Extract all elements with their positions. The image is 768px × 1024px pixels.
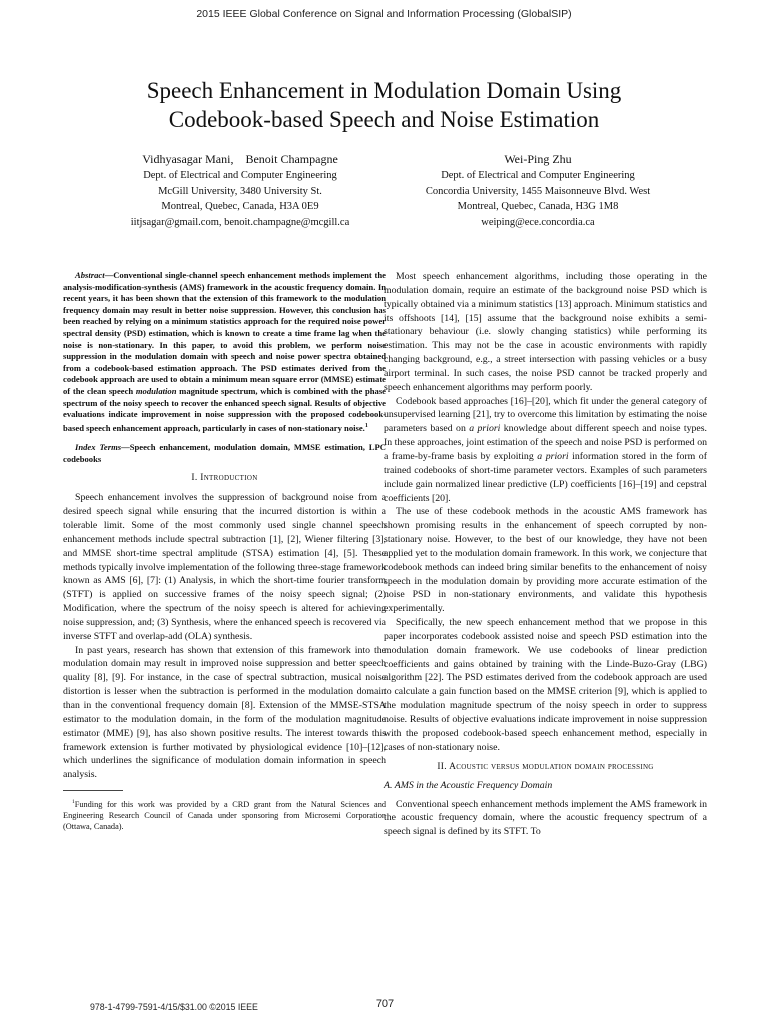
abstract-text-emphasis: modulation [135, 385, 177, 396]
section-heading-acoustic-vs-modulation: II. Acoustic versus modulation domain processing [437, 761, 654, 772]
author-block-right [390, 151, 686, 230]
right-paragraph-3: The use of these codebook methods in the acoustic AMS framework has shown promising results in the enhancement of speech corrupted by non-stationary noise. However, to the best of our knowledge, they have not been applied yet to the modulation domain framework. In this work, we conjecture that codebook methods can indeed bring similar benefits to the enhancement of noisy speech in the modulation domain by providing more accurate estimation of the noise PSD in non-stationary environments, and validate this hypothesis experimentally. [384, 506, 707, 615]
index-terms-text: —Speech enhancement, modulation domain, MMSE estimation, LPC codebooks [63, 442, 386, 464]
footnote [63, 797, 386, 832]
author-emails-right: weiping@ece.concordia.ca [481, 216, 595, 228]
author-block-left [90, 151, 390, 230]
left-column [63, 270, 386, 832]
subsection-heading-ams-acoustic: A. AMS in the Acoustic Frequency Domain [384, 779, 553, 791]
right-paragraph-2-emphasis-1: a priori [469, 423, 501, 435]
right-column [384, 270, 707, 839]
right-paragraph-2-emphasis-2: a priori [537, 450, 569, 462]
paper-title-line-1: Speech Enhancement in Modulation Domain Using [146, 78, 622, 103]
footnote-text: Funding for this work was provided by a CRD grant from the Natural Sciences and Engineering Research Council of Canada under sponsoring from Microsemi Corporation (Ottawa, Canada). [63, 799, 386, 831]
right-paragraph-1: Most speech enhancement algorithms, including those operating in the modulation domain, require an estimate of the background noise PSD which is typically obtained via a minimum statistics [13] approach. Minimum statistics and its offshoots [14], [15] assume that the background noise exhibits a semi-stationary behaviour (i.e. slowly changing statistics) while performing its estimation. This may not be the case in acoustic environments with rapidly changing background, e.g., a street intersection with passing vehicles or a busy airport terminal. In such cases, the noise PSD cannot be tracked properly and speech enhancement algorithms may perform poorly. [384, 271, 707, 393]
author-names-left: Vidhyasagar Mani, Benoit Champagne [142, 152, 338, 166]
section-heading-introduction: I. Introduction [191, 473, 258, 484]
intro-paragraph-2: In past years, research has shown that extension of this framework into the modulation domain may result in improved noise suppression and better speech quality [8], [9]. For instance, in the case of spectral subtraction, musical noise distortion is lesser when the subtraction is performed in the modulation domain than in the conventional frequency domain [8]. Extension of the MMSE-STSA estimator to the modulation domain, in the form of the modulation magnitude estimator (MME) [9], has also shown positive results. The interest towards this framework extension is further motivated by physiological evidence [10]–[12], which underlines the significance of modulation domain information in speech analysis. [63, 644, 386, 781]
index-terms [63, 442, 386, 465]
abstract-text-after: magnitude spectrum, which is combined with the phase spectrum of the noisy speech to recover the enhanced speech signal. Results of objective evaluations indicate improvement in noise suppression with the proposed codebook-based speech enhancement approach, particularly in cases of non-stationary noise. [63, 385, 386, 433]
intro-paragraph-1: Speech enhancement involves the suppression of background noise from a desired speech signal while ensuring that the incurred distortion is within a tolerable limit. Some of the most commonly used single channel speech enhancement methods include spectral subtraction [1], [2], Wiener filtering [3], and MMSE short-time spectral amplitude (STSA) estimation [4], [5]. These methods typically involve implementation of the following three-stage framework known as AMS [6], [7]: (1) Analysis, in which the short-time fourier transform (STFT) is applied on successive frames of the noisy speech signal; (2) Modification, where the spectrum of the noisy speech is altered for achieving noise suppression, and; (3) Synthesis, where the enhanced speech is recovered via inverse STFT and overlap-add (OLA) synthesis. [63, 492, 386, 642]
abstract-text: —Conventional single-channel speech enhancement methods implement the analysis-modification-synthesis (AMS) framework in the acoustic frequency domain. In recent years, it has been shown that the extension of this framework to the modulation frequency domain may result in better noise suppression. However, this conclusion has been reached by relying on a minimum statistics approach for the required noise power spectral density (PSD) estimation, which is known to create a time frame lag when the noise is non-stationary. In this paper, to avoid this problem, we perform noise suppression in the modulation domain with speech and noise power spectra obtained from a codebook-based estimation approach. The PSD estimates derived from the codebook approach are used to obtain a minimum mean square error (MMSE) estimate of the clean speech [63, 270, 386, 396]
author-address-left: Montreal, Quebec, Canada, H3A 0E9 [161, 201, 319, 212]
right-paragraph-2-part-2: knowledge about different speech and noise types. In these approaches, joint estimation of the speech and noise PSD is performed on a frame-by-frame basis by exploiting [384, 423, 707, 462]
author-university-left: McGill University, 3480 University St. [158, 185, 322, 197]
author-dept-left: Dept. of Electrical and Computer Engineering [143, 170, 337, 181]
author-names-right: Wei-Ping Zhu [504, 152, 572, 166]
author-emails-left: iitjsagar@gmail.com, benoit.champagne@mcgill.ca [130, 216, 350, 228]
footnote-marker: 1 [72, 799, 75, 806]
right-paragraph-2-part-3: information stored in the form of trained codebooks of short-time parameter vectors. Examples of such parameters include gain normalized linear predictive (LP) coefficients [16]–[19] and cepstral coefficients [20]. [384, 450, 707, 504]
index-terms-lead: Index Terms [75, 442, 122, 453]
footnote-divider [63, 790, 123, 791]
footer-isbn: 978-1-4799-7591-4/15/$31.00 ©2015 IEEE [90, 1002, 258, 1012]
right-paragraph-2-part-1: Codebook based approaches [16]–[20], which fit under the general category of unsupervised learning [21], try to overcome this limitation by estimating the noise parameters based on [384, 395, 707, 435]
right-paragraph-4: Specifically, the new speech enhancement method that we propose in this paper incorporates codebook assisted noise and speech PSD estimation into the modulation domain framework. We use codebooks of linear prediction coefficients and gains obtained by training with the Linde-Buzo-Gray (LBG) algorithm [22]. The PSD estimates derived from the codebook approach are used to calculate a gain function based on the MMSE criterion [9], which is applied to the modulation magnitude spectrum of the noisy speech in order to suppress noise. Results of objective evaluations indicate improvement in noise suppression with the proposed codebook-based speech enhancement method, especially in cases of non-stationary noise. [384, 617, 707, 753]
conference-header: 2015 IEEE Global Conference on Signal and Information Processing (GlobalSIP) [196, 8, 572, 20]
paper-title [60, 76, 708, 134]
abstract-lead: Abstract [75, 270, 105, 280]
abstract [63, 270, 386, 434]
author-address-right: Montreal, Quebec, Canada, H3G 1M8 [457, 201, 619, 212]
right-paragraph-5: Conventional speech enhancement methods implement the AMS framework in the acoustic frequency domain, where the acoustic frequency spectrum of a speech signal is defined by its STFT. To [384, 798, 707, 838]
right-paragraph-2 [384, 395, 707, 506]
abstract-footnote-marker: 1 [364, 422, 368, 429]
author-dept-right: Dept. of Electrical and Computer Engineering [441, 170, 635, 181]
author-university-right: Concordia University, 1455 Maisonneuve Blvd. West [425, 185, 651, 197]
paper-title-line-2: Codebook-based Speech and Noise Estimation [168, 107, 600, 132]
page-number: 707 [375, 998, 395, 1010]
